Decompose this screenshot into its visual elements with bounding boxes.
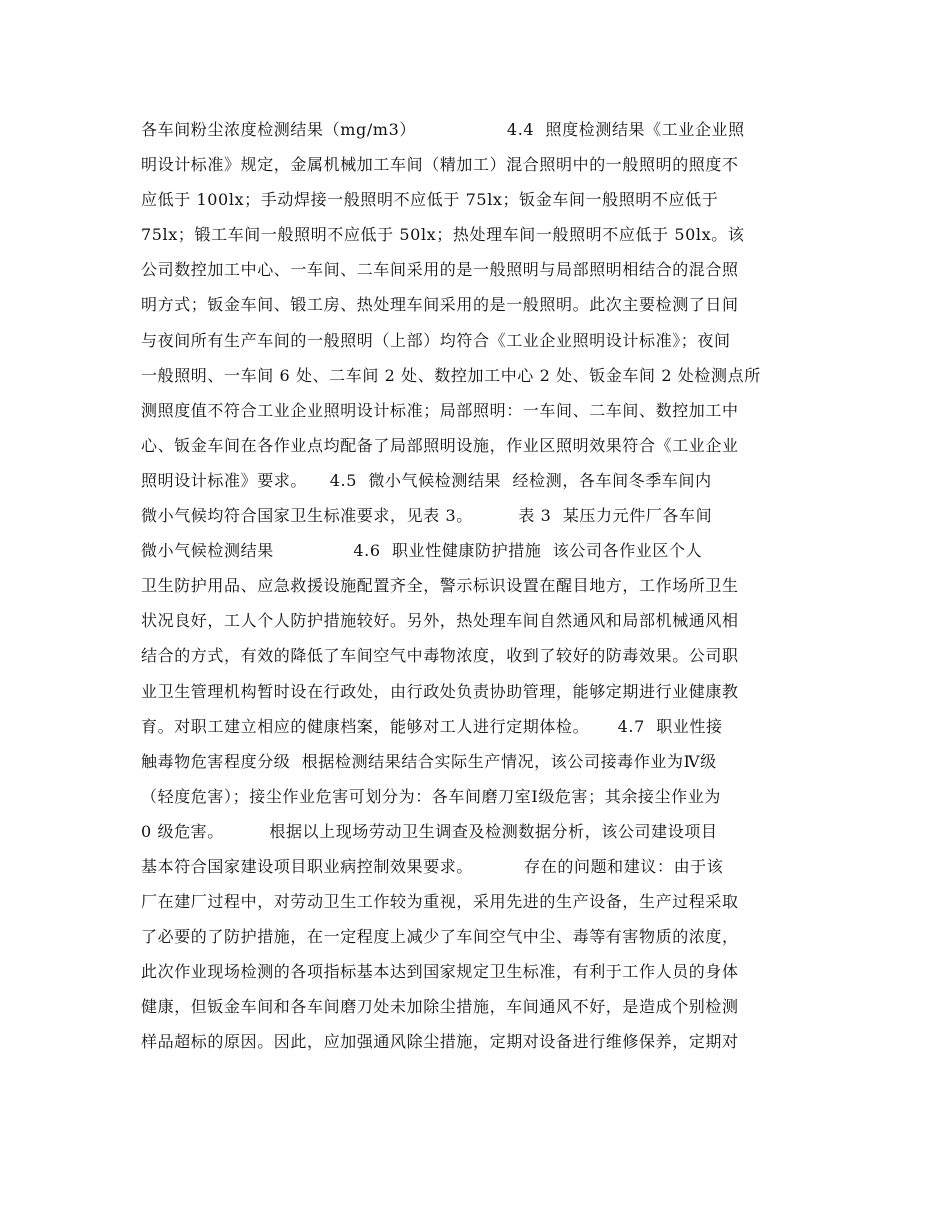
text-line: 各车间粉尘浓度检测结果（mg/m3） 4.4 照度检测结果《工业企业照 bbox=[141, 120, 745, 139]
text-line: 照明设计标准》要求。 4.5 微小气候检测结果 经检测，各车间冬季车间内 bbox=[141, 470, 712, 490]
text-line: 微小气候均符合国家卫生标准要求，见表 3。 表 3 某压力元件厂各车间 bbox=[141, 506, 713, 526]
text-line: 基本符合国家建设项目职业病控制效果要求。 存在的问题和建议：由于该 bbox=[141, 856, 724, 876]
text-line: 样品超标的原因。因此，应加强通风除尘措施，定期对设备进行维修保养，定期对 bbox=[141, 1032, 739, 1052]
text-line: 测照度值不符合工业企业照明设计标准；局部照明：一车间、二车间、数控加工中 bbox=[141, 400, 739, 420]
text-line: 明方式；钣金车间、锻工房、热处理车间采用的是一般照明。此次主要检测了日间 bbox=[141, 295, 739, 315]
text-line: 了必要的了防护措施，在一定程度上减少了车间空气中尘、毒等有害物质的浓度， bbox=[141, 927, 739, 947]
text-line: 与夜间所有生产车间的一般照明（上部）均符合《工业企业照明设计标准》；夜间 bbox=[141, 330, 731, 350]
text-line: 状况良好，工人个人防护措施较好。另外，热处理车间自然通风和局部机械通风相 bbox=[141, 611, 739, 631]
text-line: 应低于 100lx；手动焊接一般照明不应低于 75lx；钣金车间一般照明不应低于 bbox=[141, 190, 719, 210]
text-line: 健康，但钣金车间和各车间磨刀处未加除尘措施，车间通风不好，是造成个别检测 bbox=[141, 997, 739, 1017]
text-line: 触毒物危害程度分级 根据检测结果结合实际生产情况，该公司接毒作业为Ⅳ级 bbox=[141, 751, 717, 771]
text-line: 此次作业现场检测的各项指标基本达到国家规定卫生标准，有利于工作人员的身体 bbox=[141, 962, 739, 982]
text-line: 一般照明、一车间 6 处、二车间 2 处、数控加工中心 2 处、钣金车间 2 处检测点所 bbox=[141, 365, 761, 385]
text-line: 厂在建厂过程中，对劳动卫生工作较为重视，采用先进的生产设备，生产过程采取 bbox=[141, 892, 739, 912]
text-line: 0 级危害。 根据以上现场劳动卫生调查及检测数据分析，该公司建设项目 bbox=[141, 821, 718, 841]
text-line: 结合的方式，有效的降低了车间空气中毒物浓度，收到了较好的防毒效果。公司职 bbox=[141, 646, 739, 666]
body-text bbox=[141, 112, 821, 1060]
text-line: （轻度危害）；接尘作业危害可划分为：各车间磨刀室Ⅰ级危害；其余接尘作业为 bbox=[141, 786, 721, 806]
text-line: 卫生防护用品、应急救援设施配置齐全，警示标识设置在醒目地方，工作场所卫生 bbox=[141, 576, 739, 596]
text-line: 心、钣金车间在各作业点均配备了局部照明设施，作业区照明效果符合《工业企业 bbox=[141, 435, 739, 455]
text-line: 公司数控加工中心、一车间、二车间采用的是一般照明与局部照明相结合的混合照 bbox=[141, 260, 739, 280]
text-line: 微小气候检测结果 4.6 职业性健康防护措施 该公司各作业区个人 bbox=[141, 541, 703, 561]
text-line: 业卫生管理机构暂时设在行政处，由行政处负责协助管理，能够定期进行业健康教 bbox=[141, 681, 739, 701]
text-line: 明设计标准》规定，金属机械加工车间（精加工）混合照明中的一般照明的照度不 bbox=[141, 155, 739, 175]
text-line: 育。对职工建立相应的健康档案，能够对工人进行定期体检。 4.7 职业性接 bbox=[141, 716, 723, 736]
text-line: 75lx；锻工车间一般照明不应低于 50lx；热处理车间一般照明不应低于 50lx。该 bbox=[141, 225, 745, 245]
